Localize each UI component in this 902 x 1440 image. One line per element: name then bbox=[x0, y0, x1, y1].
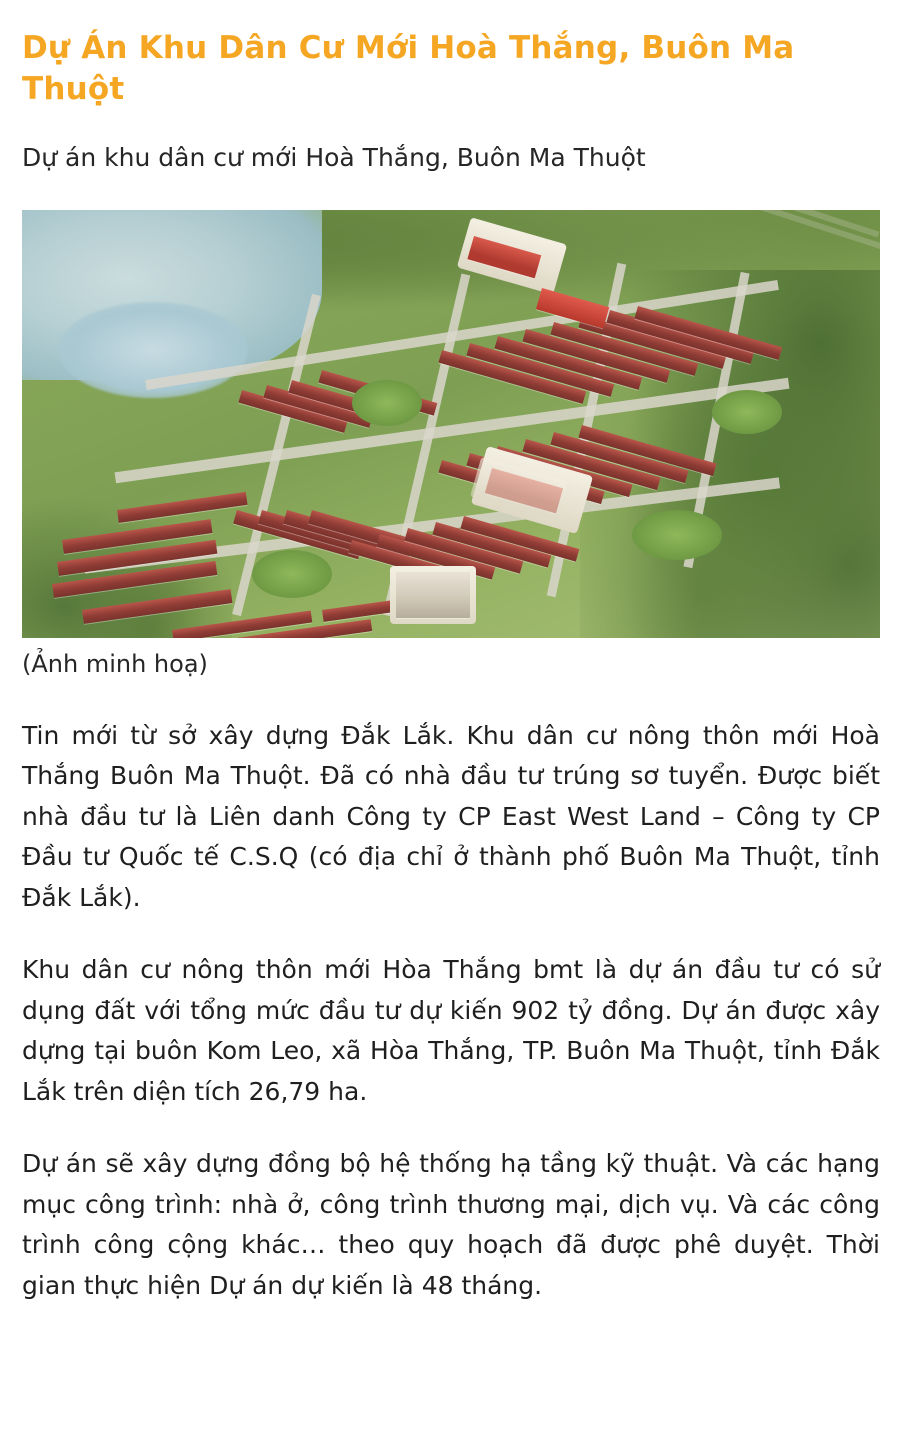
article-lead: Dự án khu dân cư mới Hoà Thắng, Buôn Ma Thuột bbox=[22, 142, 646, 172]
aerial-masterplan-image bbox=[22, 210, 880, 638]
article-paragraph: Dự án sẽ xây dựng đồng bộ hệ thống hạ tầng kỹ thuật. Và các hạng mục công trình: nhà ở, công trình thương mại, dịch vụ. Và các công trình công cộng khác… theo quy hoạch đã được phê duyệt. Thời gian thực hiện Dự án dự kiến là 48 tháng. bbox=[22, 1149, 880, 1300]
article-figure bbox=[22, 210, 880, 682]
page-title: Dự Án Khu Dân Cư Mới Hoà Thắng, Buôn Ma Thuột bbox=[22, 30, 795, 107]
article-paragraph: Khu dân cư nông thôn mới Hòa Thắng bmt là dự án đầu tư có sử dụng đất với tổng mức đầu tư dự kiến 902 tỷ đồng. Dự án được xây dựng tại buôn Kom Leo, xã Hòa Thắng, TP. Buôn Ma Thuột, tỉnh Đắk Lắk trên diện tích 26,79 ha. bbox=[22, 955, 880, 1106]
figure-caption: (Ảnh minh hoạ) bbox=[22, 650, 208, 679]
article-paragraph: Tin mới từ sở xây dựng Đắk Lắk. Khu dân cư nông thôn mới Hoà Thắng Buôn Ma Thuột. Đã có nhà đầu tư trúng sơ tuyển. Được biết nhà đầu tư là Liên danh Công ty CP East West Land – Công ty CP Đầu tư Quốc tế C.S.Q (có địa chỉ ở thành phố Buôn Ma Thuột, tỉnh Đắk Lắk). bbox=[22, 720, 880, 912]
